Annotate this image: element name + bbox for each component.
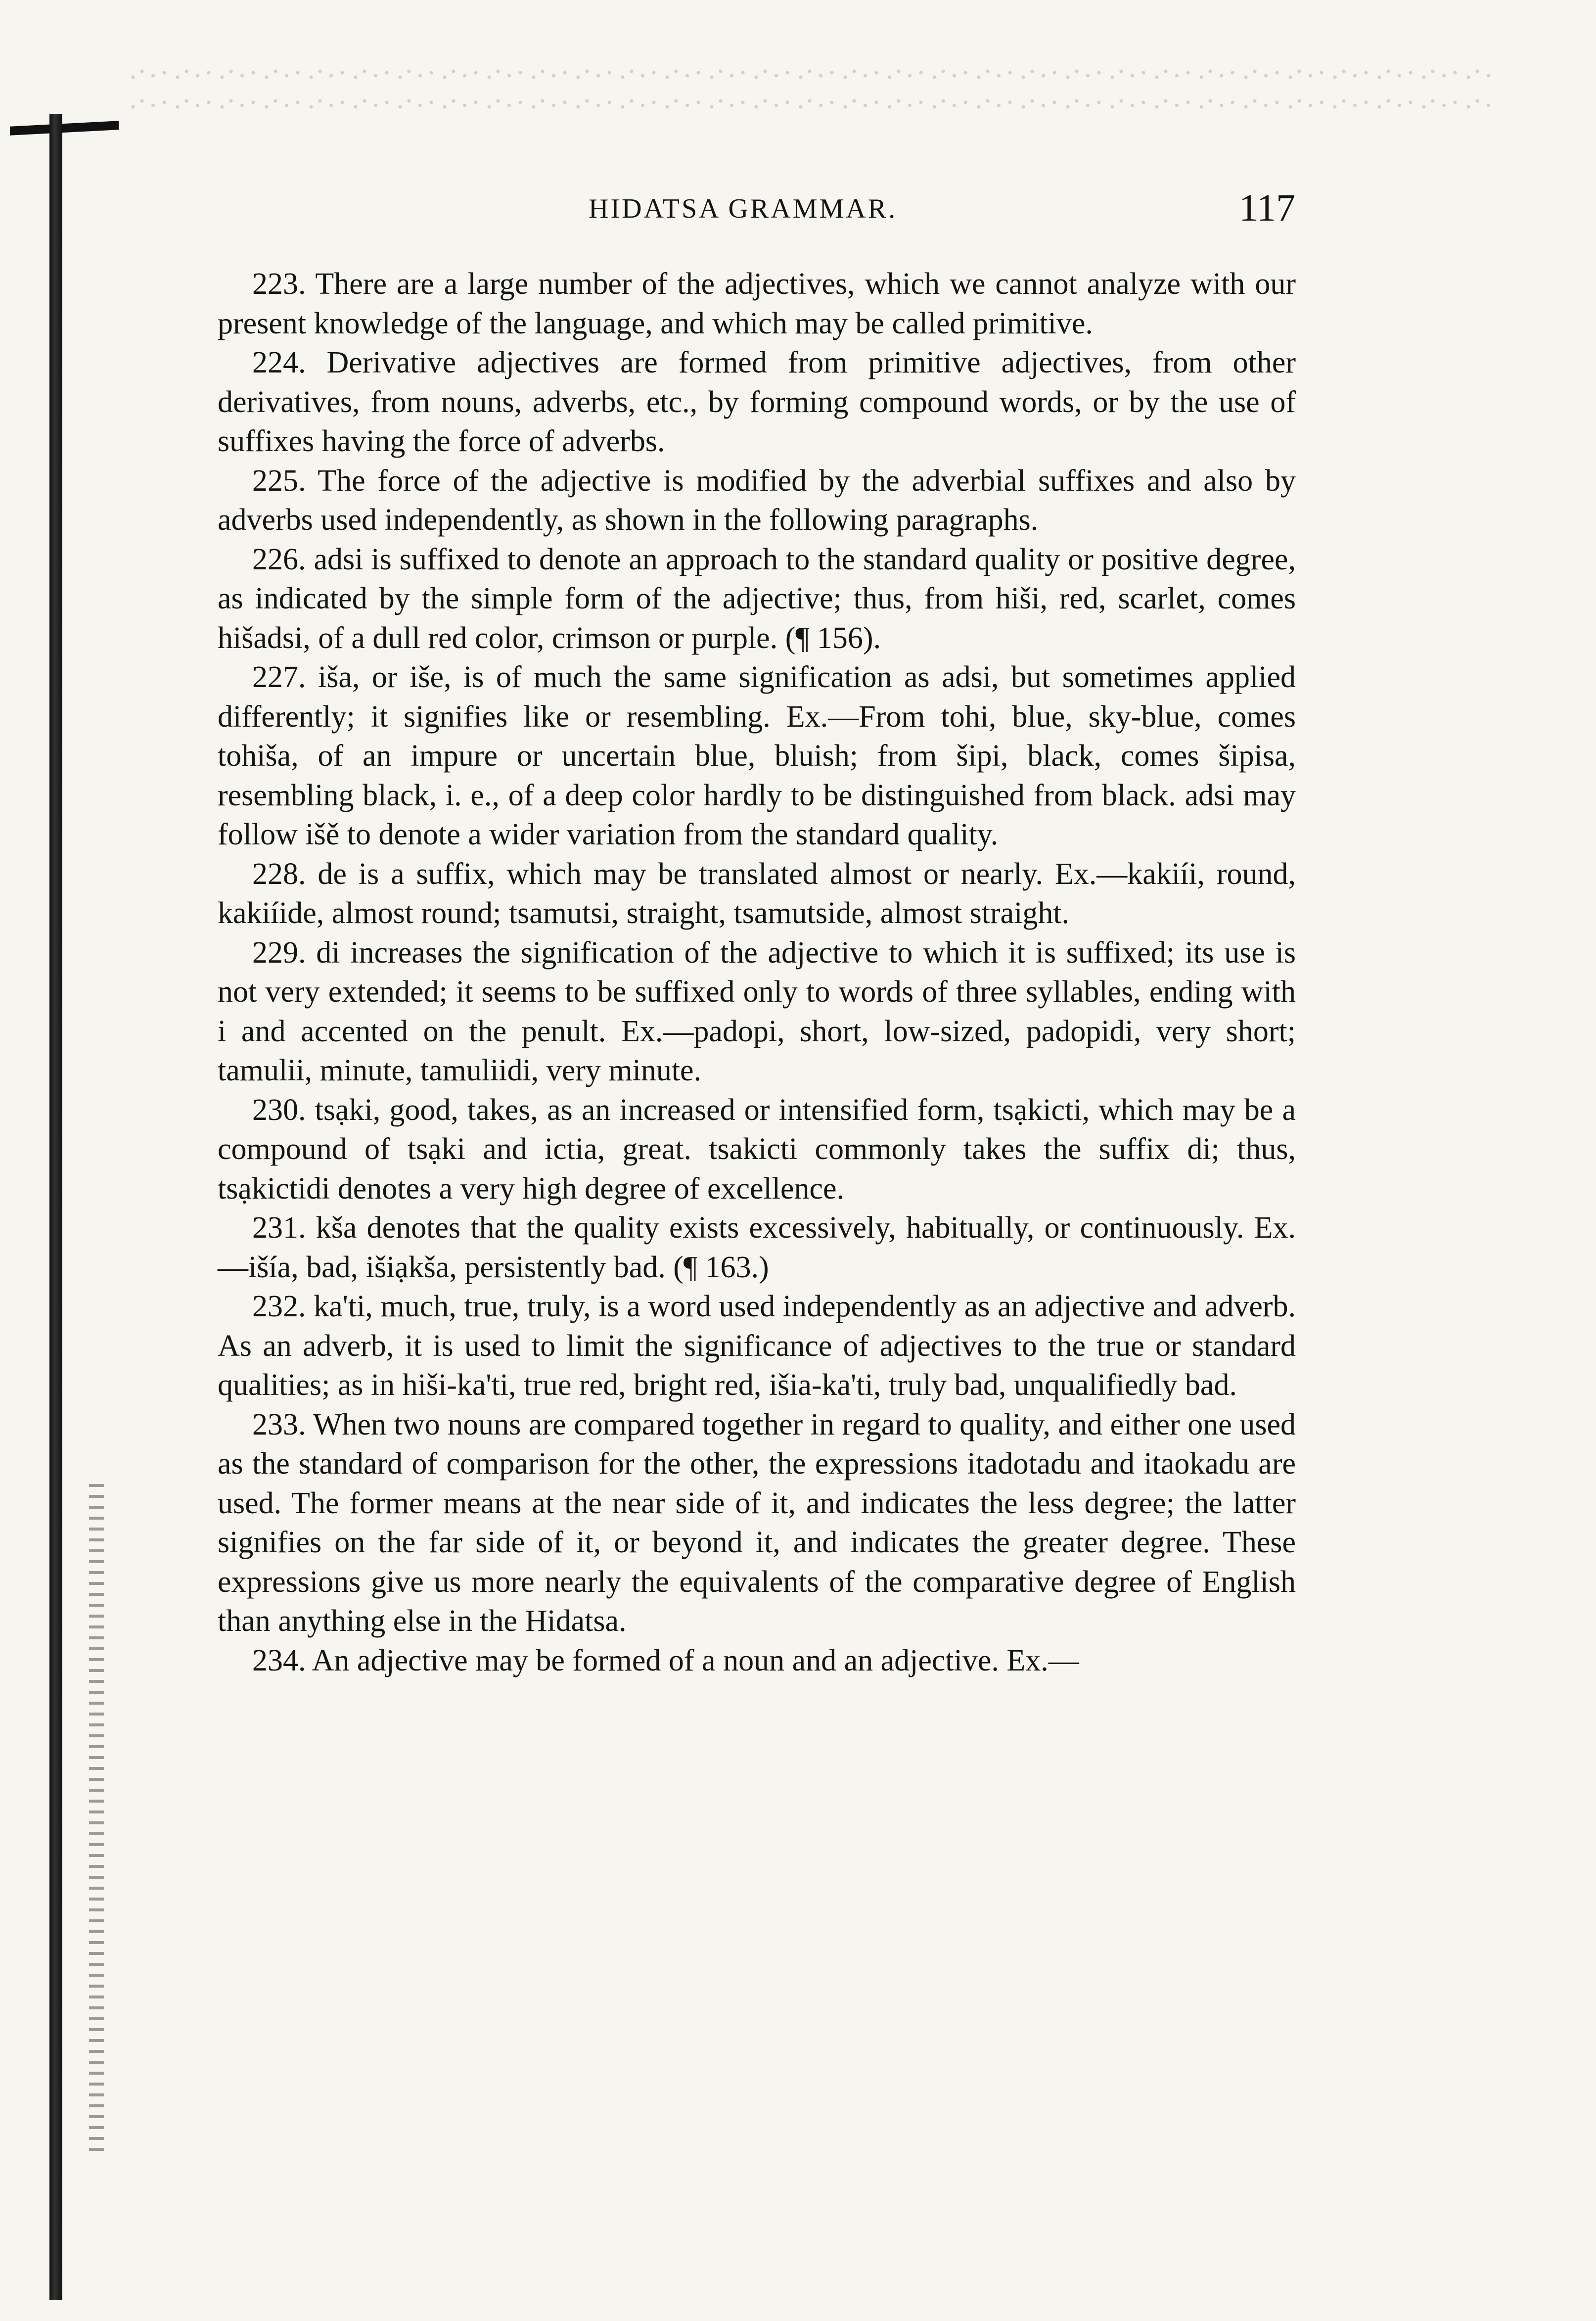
paragraph-232: 232. ka'ti, much, true, truly, is a word used independently as an adjective and adverb. As an adverb, it is used to limit the significance of adjectives to the true or standard qualities; as in hiši-ka'ti, true red, bright red, išia-ka'ti, truly bad, unqualifiedly bad. [218, 1290, 1296, 1402]
binding-edge [49, 114, 62, 2300]
body-text [218, 265, 1296, 1680]
paragraph-224: 224. Derivative adjectives are formed from primitive adjectives, from other derivatives, from nouns, adverbs, etc., by forming compound words, or by the use of suffixes having the force of adverbs. [218, 346, 1296, 458]
paragraph-228: 228. de is a suffix, which may be translated almost or nearly. Ex.—kakiíi, round, kakiíide, almost round; tsamutsi, straight, tsamutside, almost straight. [218, 857, 1296, 930]
paragraph-229: 229. di increases the signification of the adjective to which it is suffixed; its use is not very extended; it seems to be suffixed only to words of three syllables, ending with i and accented on the penult. Ex.—padopi, short, low-sized, padopidi, very short; tamulii, minute, tamuliidi, very minute. [218, 935, 1296, 1087]
paragraph-226: 226. adsi is suffixed to denote an approach to the standard quality or positive degree, as indicated by the simple form of the adjective; thus, from hiši, red, scarlet, comes hišadsi, of a dull red color, crimson or purple. (¶ 156). [218, 542, 1296, 655]
scan-noise [129, 59, 1494, 129]
paragraph-227: 227. iša, or iše, is of much the same signification as adsi, but sometimes applied differently; it signifies like or resembling. Ex.—From tohi, blue, sky-blue, comes tohiša, of an impure or uncertain blue, bluish; from šipi, black, comes šipisa, resembling black, i. e., of a deep color hardly to be distinguished from black. adsi may follow išě to denote a wider variation from the standard quality. [218, 660, 1296, 851]
paragraph-234: 234. An adjective may be formed of a noun and an adjective. Ex.— [252, 1643, 1079, 1677]
paragraph-230: 230. tsạki, good, takes, as an increased or intensified form, tsạkicti, which may be a compound of tsạki and ictia, great. tsakicti commonly takes the suffix di; thus, tsạkictidi denotes a very high degree of excellence. [218, 1093, 1296, 1206]
paragraph-231: 231. kša denotes that the quality exists excessively, habitually, or continuously. Ex.—išía, bad, išiạkša, persistently bad. (¶ 163.) [218, 1211, 1296, 1284]
paragraph-225: 225. The force of the adjective is modified by the adverbial suffixes and also by adverbs used independently, as shown in the following paragraphs. [218, 464, 1296, 537]
paragraph-233: 233. When two nouns are compared together in regard to quality, and either one used as the standard of comparison for the other, the expressions itadotadu and itaokadu are used. The former means at the near side of it, and indicates the less degree; the latter signifies on the far side of it, or beyond it, and indicates the greater degree. These expressions give us more nearly the equivalents of the comparative degree of English than anything else in the Hidatsa. [218, 1407, 1296, 1638]
running-header: HIDATSA GRAMMAR. [589, 193, 898, 224]
page-number: 117 [1239, 186, 1296, 229]
binding-stitching [89, 1484, 104, 2152]
paragraph-223: 223. There are a large number of the adjectives, which we cannot analyze with our present knowledge of the language, and which may be called primitive. [218, 267, 1296, 340]
binding-edge [10, 121, 119, 136]
